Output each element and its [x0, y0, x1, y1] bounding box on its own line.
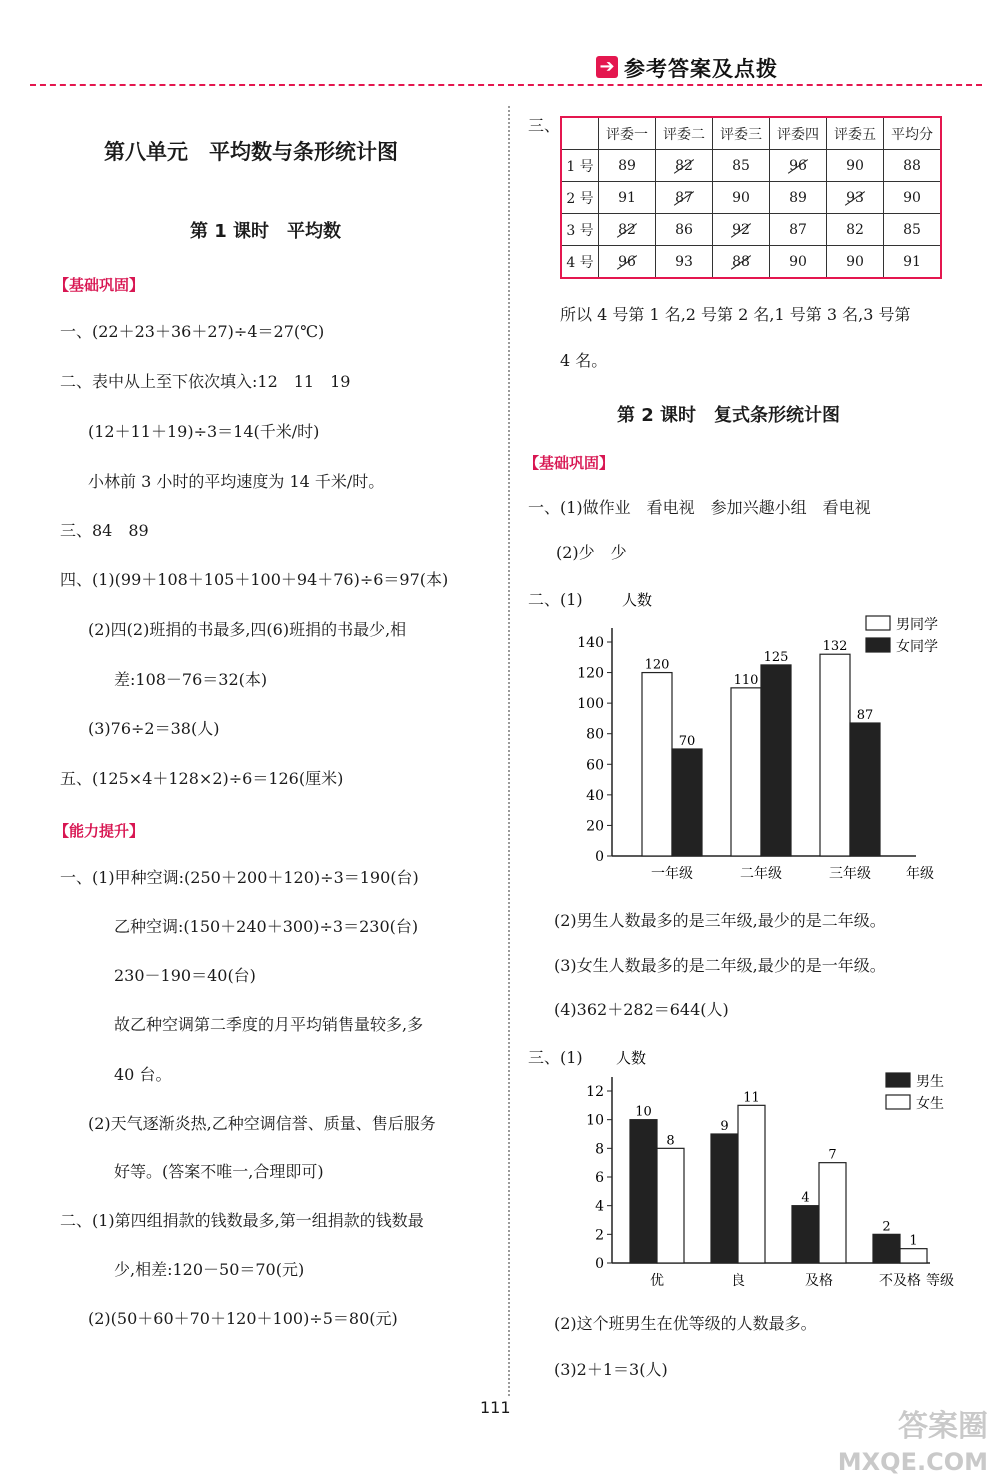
- answer-line: 好等。(答案不唯一,合理即可): [114, 1162, 324, 1181]
- table-header-cell: 评委四: [770, 117, 827, 150]
- y-tick-label: 8: [595, 1141, 604, 1158]
- table-cell: 88: [884, 150, 942, 182]
- bar: [738, 1105, 765, 1263]
- ranking-line: 4 名。: [560, 351, 608, 370]
- x-tick-label: 不及格: [879, 1273, 921, 1289]
- watermark-url: MXQE.COM: [837, 1448, 988, 1476]
- bar: [900, 1249, 927, 1263]
- answer-line: (3)2＋1＝3(人): [554, 1360, 668, 1379]
- table-cell: 82: [656, 150, 713, 182]
- data-label: 1: [909, 1233, 918, 1249]
- answer-line: (2)(50＋60＋70＋120＋100)÷5＝80(元): [88, 1309, 398, 1328]
- legend-label: 女生: [916, 1096, 944, 1112]
- x-tick-label: 良: [731, 1273, 745, 1289]
- chart-grade-gender: [560, 586, 980, 886]
- table-prefix: 三、: [528, 116, 561, 135]
- y-tick-label: 60: [586, 757, 604, 774]
- watermark-logo: 答案圈: [898, 1409, 988, 1444]
- column-divider: [508, 106, 510, 1396]
- bar: [761, 665, 791, 856]
- bar: [820, 654, 850, 856]
- table-cell: 1 号: [561, 150, 599, 182]
- table-cell: 93: [827, 182, 884, 214]
- data-label: 10: [635, 1104, 652, 1120]
- table-cell: 3 号: [561, 214, 599, 246]
- y-tick-label: 100: [577, 696, 604, 713]
- table-cell: 90: [770, 246, 827, 279]
- y-tick-label: 10: [586, 1112, 604, 1129]
- answer-line: (4)362＋282＝644(人): [554, 1000, 729, 1019]
- table-row: [561, 182, 941, 214]
- table-cell: 93: [656, 246, 713, 279]
- table-cell: 85: [884, 214, 942, 246]
- answer-line: 少,相差:120－50＝70(元): [114, 1260, 305, 1279]
- data-label: 132: [822, 639, 848, 655]
- table-cell: 89: [599, 150, 656, 182]
- y-tick-label: 140: [577, 635, 604, 651]
- data-label: 2: [882, 1219, 891, 1235]
- table-header-cell: 评委三: [713, 117, 770, 150]
- legend-swatch: [886, 1095, 910, 1109]
- bar: [873, 1234, 900, 1263]
- answer-line: (2)四(2)班捐的书最多,四(6)班捐的书最少,相: [88, 620, 407, 639]
- y-axis-label: 人数: [622, 591, 653, 609]
- chart1-prefix: 二、(1): [528, 590, 583, 609]
- data-label: 125: [763, 649, 789, 665]
- table-cell: 4 号: [561, 246, 599, 279]
- chart-level-gender: [560, 1044, 980, 1294]
- tag-basic-2: 【基础巩固】: [524, 454, 615, 472]
- bar: [731, 688, 761, 856]
- table-cell: 90: [827, 150, 884, 182]
- data-label: 8: [666, 1133, 675, 1149]
- legend-swatch: [866, 638, 890, 652]
- table-cell: 87: [770, 214, 827, 246]
- lesson2-title: 第 2 课时 复式条形统计图: [617, 405, 841, 426]
- table-cell: 90: [827, 246, 884, 279]
- data-label: 7: [828, 1147, 837, 1163]
- y-tick-label: 12: [586, 1084, 604, 1100]
- answer-line: (3)76÷2＝38(人): [88, 719, 220, 738]
- answer-line: 230－190＝40(台): [114, 966, 256, 985]
- table-row: [561, 246, 941, 279]
- table-cell: 82: [827, 214, 884, 246]
- y-tick-label: 0: [595, 1256, 604, 1272]
- bar: [630, 1120, 657, 1263]
- answer-line: (12＋11＋19)÷3＝14(千米/时): [88, 422, 320, 441]
- data-label: 87: [856, 708, 874, 724]
- x-tick-label: 一年级: [651, 866, 693, 882]
- answer-line: 一、(22＋23＋36＋27)÷4＝27(℃): [60, 322, 325, 341]
- header-divider: [30, 84, 982, 86]
- answer-line: 二、(1)第四组捐款的钱数最多,第一组捐款的钱数最: [60, 1211, 424, 1230]
- y-tick-label: 0: [595, 849, 604, 865]
- table-header-cell: 评委一: [599, 117, 656, 150]
- answer-line: 差:108－76＝32(本): [114, 670, 268, 689]
- y-tick-label: 6: [595, 1170, 604, 1186]
- answer-line: 一、(1)做作业 看电视 参加兴趣小组 看电视: [528, 498, 871, 517]
- table-header-cell: 评委五: [827, 117, 884, 150]
- answer-line: 四、(1)(99＋108＋105＋100＋94＋76)÷6＝97(本): [60, 570, 449, 589]
- y-tick-label: 120: [577, 665, 604, 682]
- data-label: 70: [678, 734, 696, 749]
- tag-ability: 【能力提升】: [54, 822, 145, 840]
- table-header-cell: 平均分: [884, 117, 942, 150]
- bar: [642, 673, 672, 856]
- legend-label: 男同学: [896, 617, 938, 633]
- table-cell: 90: [884, 182, 942, 214]
- table-cell: 91: [884, 246, 942, 279]
- data-label: 4: [801, 1190, 810, 1206]
- table-cell: 90: [713, 182, 770, 214]
- table-cell: 88: [713, 246, 770, 279]
- table-cell: 86: [656, 214, 713, 246]
- bar: [672, 749, 702, 856]
- y-tick-label: 4: [595, 1198, 604, 1215]
- table-header-row: [561, 117, 941, 150]
- table-cell: 87: [656, 182, 713, 214]
- y-axis-label: 人数: [616, 1049, 647, 1067]
- data-label: 11: [743, 1090, 760, 1106]
- header-title: 参考答案及点拨: [624, 57, 778, 81]
- table-cell: 91: [599, 182, 656, 214]
- table-cell: 92: [713, 214, 770, 246]
- tag-basic: 【基础巩固】: [54, 276, 145, 294]
- bar: [819, 1163, 846, 1263]
- legend-swatch: [886, 1073, 910, 1087]
- x-axis-label: 等级: [926, 1273, 954, 1289]
- legend-label: 女同学: [896, 639, 938, 655]
- right-arrow-icon: ➔: [596, 56, 618, 78]
- legend-swatch: [866, 616, 890, 630]
- x-tick-label: 优: [650, 1273, 664, 1289]
- answer-line: 五、(125×4＋128×2)÷6＝126(厘米): [60, 769, 344, 788]
- y-tick-label: 40: [586, 787, 604, 804]
- table-cell: 96: [599, 246, 656, 279]
- answer-line: 一、(1)甲种空调:(250＋200＋120)÷3＝190(台): [60, 868, 419, 887]
- ranking-line: 所以 4 号第 1 名,2 号第 2 名,1 号第 3 名,3 号第: [560, 305, 911, 324]
- x-axis-label: 年级: [906, 866, 934, 882]
- data-label: 9: [720, 1119, 729, 1134]
- answer-line: (2)男生人数最多的是三年级,最少的是二年级。: [554, 911, 886, 930]
- answer-line: 故乙种空调第二季度的月平均销售量较多,多: [114, 1015, 424, 1034]
- answer-line: 乙种空调:(150＋240＋300)÷3＝230(台): [114, 917, 419, 936]
- judge-score-table: [560, 116, 942, 279]
- bar: [711, 1134, 738, 1263]
- y-tick-label: 20: [586, 818, 604, 835]
- table-row: [561, 150, 941, 182]
- table-cell: 96: [770, 150, 827, 182]
- lesson1-title: 第 1 课时 平均数: [190, 221, 342, 242]
- answer-line: (2)少 少: [556, 543, 627, 562]
- data-label: 110: [733, 672, 759, 688]
- x-tick-label: 三年级: [829, 866, 871, 882]
- answer-line: 三、84 89: [60, 521, 149, 540]
- bar: [850, 723, 880, 856]
- bar: [792, 1206, 819, 1263]
- answer-line: (2)天气逐渐炎热,乙种空调信誉、质量、售后服务: [88, 1114, 436, 1133]
- y-tick-label: 80: [586, 726, 604, 743]
- table-header-cell: 评委二: [656, 117, 713, 150]
- data-label: 120: [644, 657, 670, 673]
- answer-line: 二、表中从上至下依次填入:12 11 19: [60, 372, 351, 391]
- table-cell: 89: [770, 182, 827, 214]
- unit-title: 第八单元 平均数与条形统计图: [104, 140, 398, 164]
- table-cell: 85: [713, 150, 770, 182]
- table-cell: 2 号: [561, 182, 599, 214]
- table-header-cell: [561, 117, 599, 150]
- y-tick-label: 2: [595, 1227, 604, 1244]
- page-number: 111: [480, 1398, 511, 1417]
- answer-line: 小林前 3 小时的平均速度为 14 千米/时。: [88, 472, 385, 491]
- table-cell: 82: [599, 214, 656, 246]
- chart2-prefix: 三、(1): [528, 1048, 583, 1067]
- answer-line: (3)女生人数最多的是二年级,最少的是一年级。: [554, 956, 886, 975]
- x-tick-label: 二年级: [740, 866, 782, 882]
- x-tick-label: 及格: [805, 1273, 833, 1289]
- legend-label: 男生: [916, 1074, 944, 1090]
- answer-line: 40 台。: [114, 1065, 172, 1084]
- answer-line: (2)这个班男生在优等级的人数最多。: [554, 1314, 817, 1333]
- bar: [657, 1148, 684, 1263]
- table-row: [561, 214, 941, 246]
